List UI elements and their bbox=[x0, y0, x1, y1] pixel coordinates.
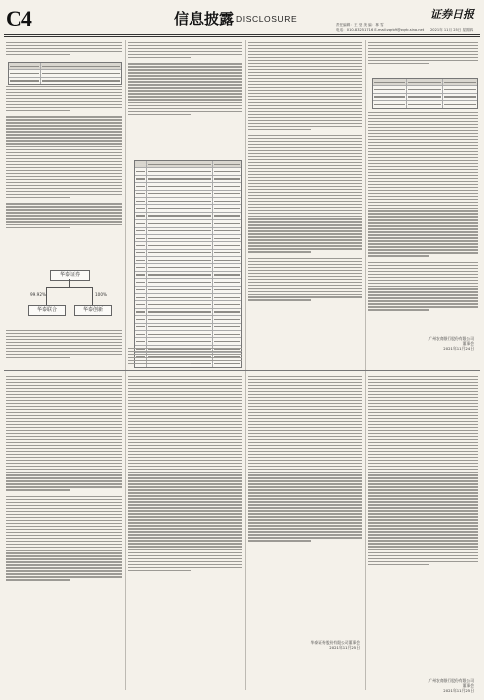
contact-info: 电话：010-83251716 E-mail:zqrb9@zqrb.sina.net bbox=[336, 28, 425, 32]
page-header bbox=[0, 0, 484, 34]
page-number: C4 bbox=[6, 6, 31, 31]
notice-text-block bbox=[248, 42, 362, 302]
data-table bbox=[372, 78, 478, 109]
subsidiary-box-left: 华泰联合 bbox=[28, 305, 66, 316]
connector-line bbox=[46, 287, 47, 305]
column-rule bbox=[125, 40, 126, 690]
newspaper-logo: 证券日报 bbox=[430, 8, 474, 21]
data-table bbox=[8, 62, 122, 85]
signature-block: 广州农商银行股份有限公司 董事会 2021年11月25日 bbox=[428, 678, 474, 693]
header-rule bbox=[4, 34, 480, 35]
notice-text-block bbox=[128, 376, 242, 573]
connector-line bbox=[69, 279, 70, 287]
ownership-pct-right: 100% bbox=[95, 292, 107, 297]
notice-text-block bbox=[6, 376, 122, 582]
editor-credit: 责任编辑：王 莹 美 编：林 雪 bbox=[336, 23, 384, 27]
notice-text-block bbox=[6, 330, 122, 360]
notice-text-block bbox=[368, 376, 478, 567]
ownership-chart bbox=[24, 270, 114, 326]
text-lines bbox=[6, 42, 122, 55]
connector-line bbox=[46, 287, 92, 288]
section-title: 信息披露 bbox=[174, 10, 235, 28]
notice-divider bbox=[4, 370, 480, 371]
notice-text-block bbox=[368, 112, 478, 312]
ownership-pct-left: 99.92% bbox=[30, 292, 46, 297]
section-title-en: DISCLOSURE bbox=[236, 14, 298, 24]
signature-block: 广州农商银行股份有限公司 董事会 2021年11月24日 bbox=[428, 336, 474, 351]
notice-text-block bbox=[6, 86, 122, 230]
data-table bbox=[134, 160, 242, 368]
subsidiary-box-right: 华泰创新 bbox=[74, 305, 112, 316]
notice-text-block bbox=[128, 348, 242, 366]
notice-text-block bbox=[368, 42, 478, 66]
notice-text-block bbox=[248, 376, 362, 543]
notice-text-block bbox=[128, 42, 242, 117]
column-rule bbox=[245, 40, 246, 690]
header-rule-thin bbox=[4, 36, 480, 37]
notice-text-block bbox=[6, 42, 122, 57]
connector-line bbox=[92, 287, 93, 305]
parent-company-box: 华泰证券 bbox=[50, 270, 90, 281]
issue-date: 2021年 11月 25日 星期四 bbox=[430, 28, 474, 32]
column-rule bbox=[365, 40, 366, 690]
signature-block: 华泰证券股份有限公司董事会 2021年11月25日 bbox=[310, 640, 360, 650]
